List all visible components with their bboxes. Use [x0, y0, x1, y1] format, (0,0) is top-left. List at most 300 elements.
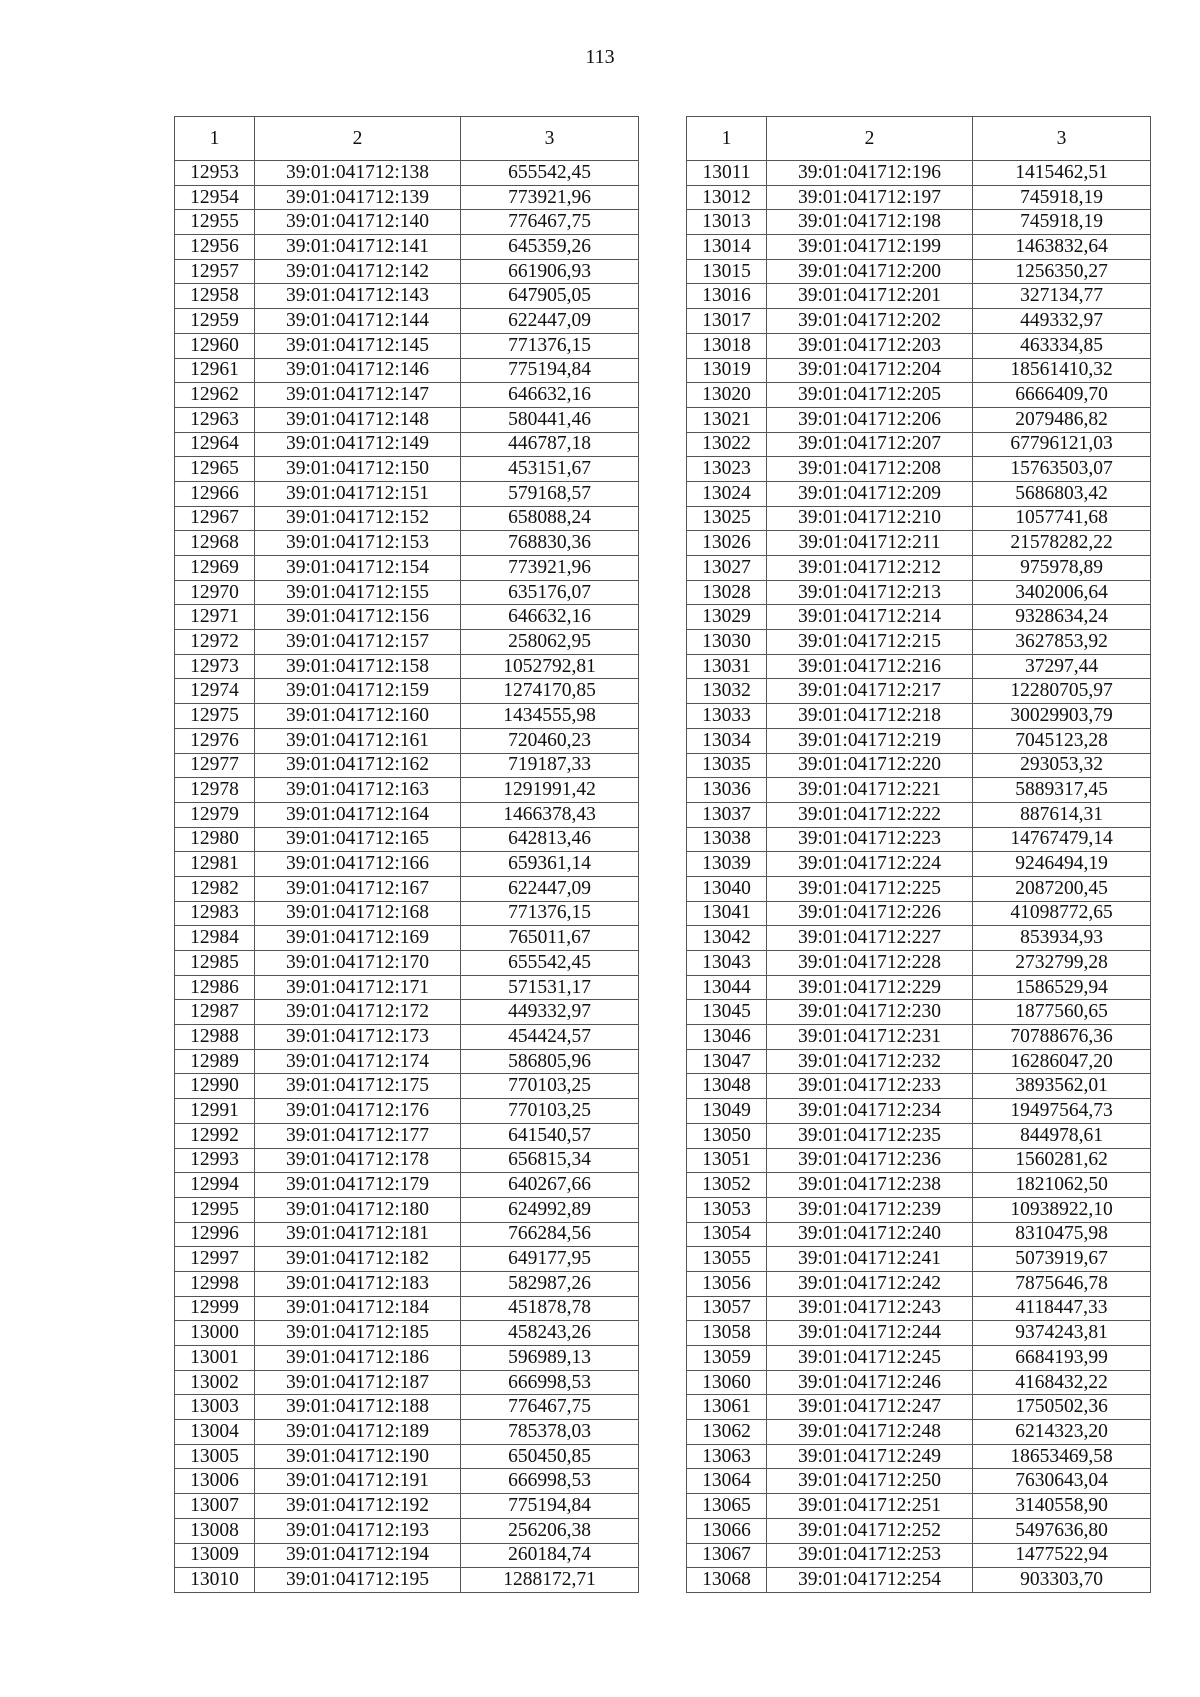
- cell-cadastral-number: 39:01:041712:142: [255, 259, 461, 284]
- table-row: [687, 1271, 1151, 1296]
- cell-cadastral-number: 39:01:041712:250: [767, 1469, 973, 1494]
- cell-value: 586805,96: [461, 1049, 639, 1074]
- cell-row-number: 12958: [175, 284, 255, 309]
- cell-row-number: 12998: [175, 1271, 255, 1296]
- cell-row-number: 13010: [175, 1568, 255, 1593]
- table-row: [687, 481, 1151, 506]
- cell-row-number: 13039: [687, 852, 767, 877]
- cell-value: 9374243,81: [973, 1321, 1151, 1346]
- cell-value: 1477522,94: [973, 1543, 1151, 1568]
- cell-value: 67796121,03: [973, 432, 1151, 457]
- table-row: [175, 309, 639, 334]
- cell-row-number: 13025: [687, 506, 767, 531]
- cell-cadastral-number: 39:01:041712:223: [767, 827, 973, 852]
- cell-cadastral-number: 39:01:041712:201: [767, 284, 973, 309]
- cell-row-number: 12966: [175, 481, 255, 506]
- cell-value: 1466378,43: [461, 802, 639, 827]
- table-row: [687, 1197, 1151, 1222]
- cell-row-number: 13026: [687, 531, 767, 556]
- cell-value: 640267,66: [461, 1173, 639, 1198]
- cell-row-number: 13012: [687, 185, 767, 210]
- cell-cadastral-number: 39:01:041712:208: [767, 457, 973, 482]
- table-row: [175, 1271, 639, 1296]
- table-row: [687, 407, 1151, 432]
- cell-value: 666998,53: [461, 1370, 639, 1395]
- cell-cadastral-number: 39:01:041712:200: [767, 259, 973, 284]
- cell-row-number: 12994: [175, 1173, 255, 1198]
- cell-row-number: 13060: [687, 1370, 767, 1395]
- cell-value: 768830,36: [461, 531, 639, 556]
- cell-cadastral-number: 39:01:041712:215: [767, 630, 973, 655]
- table-row: [175, 210, 639, 235]
- cell-row-number: 13015: [687, 259, 767, 284]
- cell-cadastral-number: 39:01:041712:203: [767, 333, 973, 358]
- cell-cadastral-number: 39:01:041712:216: [767, 654, 973, 679]
- table-row: [687, 1346, 1151, 1371]
- cell-cadastral-number: 39:01:041712:209: [767, 481, 973, 506]
- table-row: [175, 457, 639, 482]
- cell-cadastral-number: 39:01:041712:205: [767, 383, 973, 408]
- cell-cadastral-number: 39:01:041712:198: [767, 210, 973, 235]
- table-row: [175, 1543, 639, 1568]
- cell-cadastral-number: 39:01:041712:234: [767, 1099, 973, 1124]
- cell-row-number: 13050: [687, 1123, 767, 1148]
- cell-cadastral-number: 39:01:041712:247: [767, 1395, 973, 1420]
- table-row: [175, 951, 639, 976]
- cell-cadastral-number: 39:01:041712:169: [255, 926, 461, 951]
- cell-cadastral-number: 39:01:041712:153: [255, 531, 461, 556]
- cell-value: 10938922,10: [973, 1197, 1151, 1222]
- cell-value: 635176,07: [461, 580, 639, 605]
- cell-value: 9246494,19: [973, 852, 1151, 877]
- cell-cadastral-number: 39:01:041712:228: [767, 951, 973, 976]
- table-row: [687, 1444, 1151, 1469]
- cell-row-number: 13035: [687, 753, 767, 778]
- cell-value: 30029903,79: [973, 704, 1151, 729]
- cell-value: 649177,95: [461, 1247, 639, 1272]
- cell-cadastral-number: 39:01:041712:249: [767, 1444, 973, 1469]
- cell-cadastral-number: 39:01:041712:155: [255, 580, 461, 605]
- table-row: [175, 975, 639, 1000]
- cell-value: 1256350,27: [973, 259, 1151, 284]
- cell-row-number: 13001: [175, 1346, 255, 1371]
- cell-cadastral-number: 39:01:041712:232: [767, 1049, 973, 1074]
- cell-value: 903303,70: [973, 1568, 1151, 1593]
- cell-cadastral-number: 39:01:041712:196: [767, 161, 973, 186]
- table-row: [687, 778, 1151, 803]
- cell-cadastral-number: 39:01:041712:251: [767, 1494, 973, 1519]
- table-row: [175, 876, 639, 901]
- cell-value: 775194,84: [461, 358, 639, 383]
- cell-row-number: 12995: [175, 1197, 255, 1222]
- table-row: [175, 1494, 639, 1519]
- cell-value: 775194,84: [461, 1494, 639, 1519]
- table-row: [687, 1148, 1151, 1173]
- cell-row-number: 12954: [175, 185, 255, 210]
- cell-cadastral-number: 39:01:041712:160: [255, 704, 461, 729]
- cell-cadastral-number: 39:01:041712:199: [767, 235, 973, 260]
- cell-value: 770103,25: [461, 1099, 639, 1124]
- cell-row-number: 13068: [687, 1568, 767, 1593]
- cell-row-number: 12970: [175, 580, 255, 605]
- cell-row-number: 13028: [687, 580, 767, 605]
- table-row: [687, 926, 1151, 951]
- cell-row-number: 12990: [175, 1074, 255, 1099]
- table-row: [687, 728, 1151, 753]
- cell-row-number: 12976: [175, 728, 255, 753]
- table-row: [687, 259, 1151, 284]
- cell-row-number: 12991: [175, 1099, 255, 1124]
- cell-cadastral-number: 39:01:041712:236: [767, 1148, 973, 1173]
- cell-row-number: 13006: [175, 1469, 255, 1494]
- cell-value: 641540,57: [461, 1123, 639, 1148]
- cell-value: 773921,96: [461, 556, 639, 581]
- cell-row-number: 13064: [687, 1469, 767, 1494]
- cell-value: 647905,05: [461, 284, 639, 309]
- cell-row-number: 13016: [687, 284, 767, 309]
- table-row: [175, 1420, 639, 1445]
- cell-row-number: 12988: [175, 1025, 255, 1050]
- table-row: [175, 531, 639, 556]
- cell-cadastral-number: 39:01:041712:148: [255, 407, 461, 432]
- cell-cadastral-number: 39:01:041712:211: [767, 531, 973, 556]
- cell-row-number: 12964: [175, 432, 255, 457]
- cell-cadastral-number: 39:01:041712:231: [767, 1025, 973, 1050]
- cell-cadastral-number: 39:01:041712:178: [255, 1148, 461, 1173]
- cell-value: 8310475,98: [973, 1222, 1151, 1247]
- table-row: [687, 1543, 1151, 1568]
- table-row: [175, 1370, 639, 1395]
- cell-row-number: 13066: [687, 1518, 767, 1543]
- cell-value: 720460,23: [461, 728, 639, 753]
- table-row: [175, 506, 639, 531]
- cell-row-number: 13008: [175, 1518, 255, 1543]
- cell-row-number: 13018: [687, 333, 767, 358]
- cell-cadastral-number: 39:01:041712:193: [255, 1518, 461, 1543]
- cell-row-number: 13053: [687, 1197, 767, 1222]
- cell-cadastral-number: 39:01:041712:224: [767, 852, 973, 877]
- column-header-value: 3: [973, 117, 1151, 161]
- cell-row-number: 13000: [175, 1321, 255, 1346]
- cell-row-number: 13065: [687, 1494, 767, 1519]
- cell-value: 771376,15: [461, 901, 639, 926]
- cell-cadastral-number: 39:01:041712:177: [255, 1123, 461, 1148]
- table-row: [687, 802, 1151, 827]
- cell-row-number: 13049: [687, 1099, 767, 1124]
- cell-row-number: 13020: [687, 383, 767, 408]
- cell-value: 655542,45: [461, 161, 639, 186]
- cell-value: 293053,32: [973, 753, 1151, 778]
- table-row: [687, 358, 1151, 383]
- cell-row-number: 13029: [687, 605, 767, 630]
- cell-cadastral-number: 39:01:041712:217: [767, 679, 973, 704]
- table-row: [687, 605, 1151, 630]
- cell-value: 1057741,68: [973, 506, 1151, 531]
- cell-row-number: 12962: [175, 383, 255, 408]
- cell-row-number: 13042: [687, 926, 767, 951]
- cell-value: 765011,67: [461, 926, 639, 951]
- cell-cadastral-number: 39:01:041712:152: [255, 506, 461, 531]
- cell-value: 624992,89: [461, 1197, 639, 1222]
- column-header-number: 1: [175, 117, 255, 161]
- table-row: [687, 827, 1151, 852]
- cell-cadastral-number: 39:01:041712:139: [255, 185, 461, 210]
- data-table-right: [686, 116, 1151, 1593]
- cell-value: 579168,57: [461, 481, 639, 506]
- table-row: [175, 481, 639, 506]
- cell-value: 7630643,04: [973, 1469, 1151, 1494]
- cell-row-number: 13057: [687, 1296, 767, 1321]
- cell-value: 2732799,28: [973, 951, 1151, 976]
- table-row: [175, 235, 639, 260]
- cell-value: 6666409,70: [973, 383, 1151, 408]
- cell-cadastral-number: 39:01:041712:161: [255, 728, 461, 753]
- table-row: [175, 407, 639, 432]
- table-row: [175, 753, 639, 778]
- cell-row-number: 13034: [687, 728, 767, 753]
- cell-cadastral-number: 39:01:041712:191: [255, 1469, 461, 1494]
- cell-row-number: 12965: [175, 457, 255, 482]
- table-row: [687, 531, 1151, 556]
- cell-value: 2087200,45: [973, 876, 1151, 901]
- cell-row-number: 12996: [175, 1222, 255, 1247]
- cell-cadastral-number: 39:01:041712:194: [255, 1543, 461, 1568]
- cell-row-number: 13046: [687, 1025, 767, 1050]
- cell-value: 15763503,07: [973, 457, 1151, 482]
- cell-value: 571531,17: [461, 975, 639, 1000]
- cell-row-number: 12960: [175, 333, 255, 358]
- table-row: [175, 1049, 639, 1074]
- cell-cadastral-number: 39:01:041712:245: [767, 1346, 973, 1371]
- cell-row-number: 13003: [175, 1395, 255, 1420]
- cell-cadastral-number: 39:01:041712:219: [767, 728, 973, 753]
- table-row: [687, 951, 1151, 976]
- cell-value: 454424,57: [461, 1025, 639, 1050]
- cell-value: 5889317,45: [973, 778, 1151, 803]
- table-row: [687, 1395, 1151, 1420]
- column-header-cadastral-number: 2: [255, 117, 461, 161]
- cell-cadastral-number: 39:01:041712:166: [255, 852, 461, 877]
- cell-value: 745918,19: [973, 210, 1151, 235]
- cell-value: 655542,45: [461, 951, 639, 976]
- table-row: [175, 852, 639, 877]
- table-row: [687, 1000, 1151, 1025]
- table-row: [687, 975, 1151, 1000]
- table-row: [175, 259, 639, 284]
- cell-cadastral-number: 39:01:041712:187: [255, 1370, 461, 1395]
- table-row: [687, 1247, 1151, 1272]
- cell-cadastral-number: 39:01:041712:214: [767, 605, 973, 630]
- table-row: [687, 852, 1151, 877]
- table-row: [687, 1296, 1151, 1321]
- cell-value: 7875646,78: [973, 1271, 1151, 1296]
- table-row: [175, 654, 639, 679]
- cell-row-number: 12983: [175, 901, 255, 926]
- table-row: [687, 1099, 1151, 1124]
- table-row: [687, 753, 1151, 778]
- cell-value: 656815,34: [461, 1148, 639, 1173]
- table-row: [687, 1469, 1151, 1494]
- table-row: [687, 506, 1151, 531]
- cell-value: 658088,24: [461, 506, 639, 531]
- cell-row-number: 13036: [687, 778, 767, 803]
- cell-cadastral-number: 39:01:041712:202: [767, 309, 973, 334]
- cell-row-number: 12982: [175, 876, 255, 901]
- cell-value: 4168432,22: [973, 1370, 1151, 1395]
- cell-value: 3627853,92: [973, 630, 1151, 655]
- column-header-value: 3: [461, 117, 639, 161]
- cell-cadastral-number: 39:01:041712:254: [767, 1568, 973, 1593]
- cell-row-number: 13030: [687, 630, 767, 655]
- cell-cadastral-number: 39:01:041712:206: [767, 407, 973, 432]
- cell-cadastral-number: 39:01:041712:157: [255, 630, 461, 655]
- cell-cadastral-number: 39:01:041712:158: [255, 654, 461, 679]
- cell-row-number: 13019: [687, 358, 767, 383]
- cell-cadastral-number: 39:01:041712:183: [255, 1271, 461, 1296]
- cell-row-number: 13005: [175, 1444, 255, 1469]
- cell-row-number: 12980: [175, 827, 255, 852]
- cell-row-number: 13027: [687, 556, 767, 581]
- cell-row-number: 13002: [175, 1370, 255, 1395]
- cell-value: 5073919,67: [973, 1247, 1151, 1272]
- cell-cadastral-number: 39:01:041712:180: [255, 1197, 461, 1222]
- table-row: [687, 333, 1151, 358]
- cell-cadastral-number: 39:01:041712:147: [255, 383, 461, 408]
- cell-cadastral-number: 39:01:041712:186: [255, 1346, 461, 1371]
- table-row: [175, 556, 639, 581]
- cell-row-number: 12963: [175, 407, 255, 432]
- cell-value: 1560281,62: [973, 1148, 1151, 1173]
- cell-value: 451878,78: [461, 1296, 639, 1321]
- cell-cadastral-number: 39:01:041712:138: [255, 161, 461, 186]
- table-row: [687, 1370, 1151, 1395]
- cell-row-number: 12975: [175, 704, 255, 729]
- cell-cadastral-number: 39:01:041712:253: [767, 1543, 973, 1568]
- table-row: [175, 1444, 639, 1469]
- cell-cadastral-number: 39:01:041712:175: [255, 1074, 461, 1099]
- cell-value: 19497564,73: [973, 1099, 1151, 1124]
- cell-cadastral-number: 39:01:041712:225: [767, 876, 973, 901]
- table-row: [687, 432, 1151, 457]
- cell-row-number: 13055: [687, 1247, 767, 1272]
- cell-row-number: 12986: [175, 975, 255, 1000]
- table-row: [687, 1222, 1151, 1247]
- cell-row-number: 12978: [175, 778, 255, 803]
- cell-value: 2079486,82: [973, 407, 1151, 432]
- cell-row-number: 12973: [175, 654, 255, 679]
- cell-cadastral-number: 39:01:041712:174: [255, 1049, 461, 1074]
- cell-value: 5686803,42: [973, 481, 1151, 506]
- table-row: [687, 284, 1151, 309]
- cell-value: 1288172,71: [461, 1568, 639, 1593]
- cell-cadastral-number: 39:01:041712:221: [767, 778, 973, 803]
- table-row: [687, 1123, 1151, 1148]
- cell-value: 3402006,64: [973, 580, 1151, 605]
- table-row: [175, 1518, 639, 1543]
- cell-value: 18561410,32: [973, 358, 1151, 383]
- table-row: [175, 704, 639, 729]
- table-header-row: [175, 117, 639, 161]
- cell-value: 1052792,81: [461, 654, 639, 679]
- cell-row-number: 12967: [175, 506, 255, 531]
- cell-row-number: 13067: [687, 1543, 767, 1568]
- cell-value: 258062,95: [461, 630, 639, 655]
- cell-cadastral-number: 39:01:041712:140: [255, 210, 461, 235]
- table-row: [175, 605, 639, 630]
- cell-value: 16286047,20: [973, 1049, 1151, 1074]
- cell-value: 771376,15: [461, 333, 639, 358]
- cell-cadastral-number: 39:01:041712:144: [255, 309, 461, 334]
- cell-row-number: 12997: [175, 1247, 255, 1272]
- cell-cadastral-number: 39:01:041712:156: [255, 605, 461, 630]
- cell-row-number: 13038: [687, 827, 767, 852]
- cell-value: 6214323,20: [973, 1420, 1151, 1445]
- table-row: [175, 1395, 639, 1420]
- table-row: [175, 1025, 639, 1050]
- cell-value: 6684193,99: [973, 1346, 1151, 1371]
- cell-cadastral-number: 39:01:041712:233: [767, 1074, 973, 1099]
- cell-row-number: 13037: [687, 802, 767, 827]
- cell-cadastral-number: 39:01:041712:213: [767, 580, 973, 605]
- cell-row-number: 12959: [175, 309, 255, 334]
- cell-value: 719187,33: [461, 753, 639, 778]
- table-row: [175, 802, 639, 827]
- cell-cadastral-number: 39:01:041712:182: [255, 1247, 461, 1272]
- table-row: [175, 1148, 639, 1173]
- cell-cadastral-number: 39:01:041712:189: [255, 1420, 461, 1445]
- table-row: [175, 1346, 639, 1371]
- cell-cadastral-number: 39:01:041712:141: [255, 235, 461, 260]
- cell-value: 458243,26: [461, 1321, 639, 1346]
- cell-value: 260184,74: [461, 1543, 639, 1568]
- cell-cadastral-number: 39:01:041712:242: [767, 1271, 973, 1296]
- cell-row-number: 12984: [175, 926, 255, 951]
- cell-row-number: 12971: [175, 605, 255, 630]
- table-row: [687, 210, 1151, 235]
- cell-row-number: 12977: [175, 753, 255, 778]
- cell-row-number: 12987: [175, 1000, 255, 1025]
- cell-cadastral-number: 39:01:041712:230: [767, 1000, 973, 1025]
- cell-row-number: 13011: [687, 161, 767, 186]
- table-row: [175, 1197, 639, 1222]
- cell-value: 645359,26: [461, 235, 639, 260]
- cell-row-number: 12979: [175, 802, 255, 827]
- cell-cadastral-number: 39:01:041712:226: [767, 901, 973, 926]
- cell-cadastral-number: 39:01:041712:244: [767, 1321, 973, 1346]
- table-row: [687, 161, 1151, 186]
- cell-row-number: 12972: [175, 630, 255, 655]
- table-row: [175, 1296, 639, 1321]
- cell-row-number: 13033: [687, 704, 767, 729]
- table-row: [687, 1321, 1151, 1346]
- cell-row-number: 13063: [687, 1444, 767, 1469]
- cell-cadastral-number: 39:01:041712:238: [767, 1173, 973, 1198]
- cell-row-number: 13059: [687, 1346, 767, 1371]
- cell-value: 776467,75: [461, 1395, 639, 1420]
- table-row: [175, 1321, 639, 1346]
- cell-cadastral-number: 39:01:041712:179: [255, 1173, 461, 1198]
- cell-row-number: 13051: [687, 1148, 767, 1173]
- cell-cadastral-number: 39:01:041712:165: [255, 827, 461, 852]
- cell-value: 580441,46: [461, 407, 639, 432]
- cell-value: 453151,67: [461, 457, 639, 482]
- cell-row-number: 13024: [687, 481, 767, 506]
- cell-row-number: 13041: [687, 901, 767, 926]
- cell-value: 642813,46: [461, 827, 639, 852]
- cell-value: 70788676,36: [973, 1025, 1151, 1050]
- table-row: [175, 778, 639, 803]
- cell-value: 1291991,42: [461, 778, 639, 803]
